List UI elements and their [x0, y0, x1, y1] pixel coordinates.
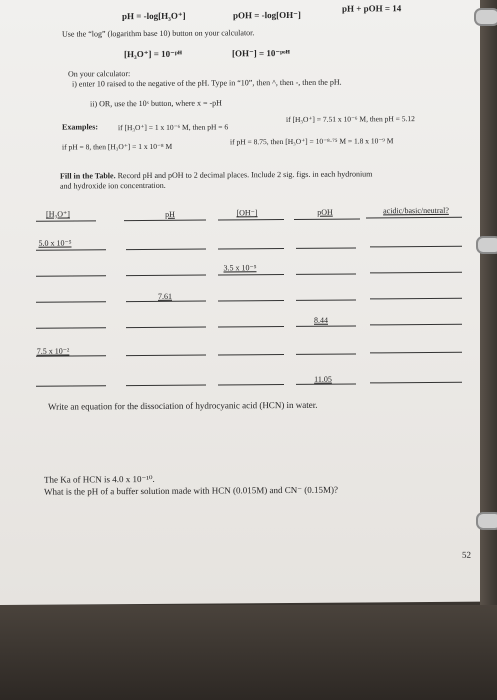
row5-blank-4[interactable] [296, 354, 356, 355]
example-4: if pH = 8.75, then [H₃O⁺] = 10⁻⁸·⁷⁵ M = 1.8 x 10⁻⁹ M [230, 136, 394, 147]
header-h3o: [H₃O⁺] [46, 209, 70, 219]
row3-blank-3[interactable] [218, 300, 284, 301]
ph-formula: pH = -log[H₃O⁺] [122, 10, 186, 22]
header-oh: [OH⁻] [236, 208, 258, 218]
row4-poh: 8.44 [314, 315, 328, 325]
calculator-step-1: i) enter 10 raised to the negative of the pH. Type in “10”, then ^, then -, then the pH. [72, 77, 342, 89]
row1-blank-4[interactable] [296, 248, 356, 249]
example-2: if [H₃O⁺] = 7.51 x 10⁻⁶ M, then pH = 5.12 [286, 114, 415, 125]
row4-blank-1[interactable] [36, 327, 106, 328]
calculator-heading: On your calculator: [68, 69, 131, 79]
row6-blank-1[interactable] [36, 385, 106, 386]
row2-blank-3[interactable] [218, 274, 284, 275]
header-ph: pH [165, 209, 175, 219]
example-3: if pH = 8, then [H₃O⁺] = 1 x 10⁻⁸ M [62, 141, 173, 152]
row3-ph: 7.61 [158, 291, 172, 301]
binder-ring-top [474, 8, 497, 26]
row2-oh: 3.5 x 10⁻⁵ [223, 263, 257, 273]
row6-blank-4[interactable] [296, 384, 356, 385]
row1-blank-1[interactable] [36, 249, 106, 250]
row4-blank-2[interactable] [126, 327, 206, 329]
row1-blank-5[interactable] [370, 246, 462, 248]
header-underline-2 [124, 220, 206, 222]
row2-blank-4[interactable] [296, 274, 356, 275]
header-underline-1 [36, 220, 96, 221]
header-poh: pOH [317, 207, 333, 217]
table-instructions [60, 169, 372, 180]
table-instructions-rest: Record pH and pOH to 2 decimal places. Include 2 sig. figs. in each hydronium [115, 169, 373, 181]
row3-blank-2[interactable] [126, 301, 206, 303]
row6-blank-2[interactable] [126, 385, 206, 387]
row4-blank-3[interactable] [218, 326, 284, 327]
row5-blank-3[interactable] [218, 354, 284, 355]
row6-poh: 11.05 [314, 374, 332, 384]
header-acidic-basic: acidic/basic/neutral? [383, 205, 449, 216]
examples-label: Examples: [62, 122, 98, 132]
sum-formula: pH + pOH = 14 [342, 3, 402, 14]
row4-blank-5[interactable] [370, 324, 462, 326]
h3o-inverse-formula: [H₃O⁺] = 10⁻ᵖᴴ [124, 48, 183, 60]
row5-blank-2[interactable] [126, 355, 206, 357]
header-underline-5 [366, 217, 462, 219]
row6-blank-3[interactable] [218, 384, 284, 385]
table-instructions-line2: and hydroxide ion concentration. [60, 180, 166, 191]
page-number: 52 [462, 549, 471, 560]
row4-blank-4[interactable] [296, 326, 356, 327]
row3-blank-4[interactable] [296, 300, 356, 301]
log-instruction: Use the “log” (logarithm base 10) button on your calculator. [62, 28, 255, 39]
example-1: if [H₃O⁺] = 1 x 10⁻⁶ M, then pH = 6 [118, 122, 229, 133]
binder-ring-middle [476, 236, 497, 254]
row5-h3o: 7.5 x 10⁻² [36, 346, 70, 356]
calculator-step-2: ii) OR, use the 10ˣ button, where x = -pH [90, 98, 222, 109]
table-instructions-bold: Fill in the Table. [60, 171, 116, 181]
question-buffer-ph: What is the pH of a buffer solution made with HCN (0.015M) and CN⁻ (0.15M)? [44, 484, 339, 497]
row2-blank-2[interactable] [126, 275, 206, 277]
header-underline-3 [218, 219, 284, 220]
question-hcn-dissociation: Write an equation for the dissociation of hydrocyanic acid (HCN) in water. [48, 399, 318, 412]
question-ka: The Ka of HCN is 4.0 x 10⁻¹⁰. [44, 473, 155, 485]
binder-ring-bottom [476, 512, 497, 530]
row3-blank-1[interactable] [36, 301, 106, 302]
header-underline-4 [294, 218, 360, 219]
row1-blank-2[interactable] [126, 249, 206, 251]
oh-inverse-formula: [OH⁻] = 10⁻ᵖᵒᴴ [232, 47, 290, 59]
row5-blank-1[interactable] [36, 355, 106, 356]
row6-blank-5[interactable] [370, 382, 462, 384]
row2-blank-5[interactable] [370, 272, 462, 274]
poh-formula: pOH = -log[OH⁻] [233, 9, 301, 21]
desk-surface [0, 605, 497, 700]
row2-blank-1[interactable] [36, 275, 106, 276]
row1-blank-3[interactable] [218, 248, 284, 249]
row5-blank-5[interactable] [370, 352, 462, 354]
row3-blank-5[interactable] [370, 298, 462, 300]
row1-h3o: 5.0 x 10⁻⁵ [38, 238, 72, 248]
